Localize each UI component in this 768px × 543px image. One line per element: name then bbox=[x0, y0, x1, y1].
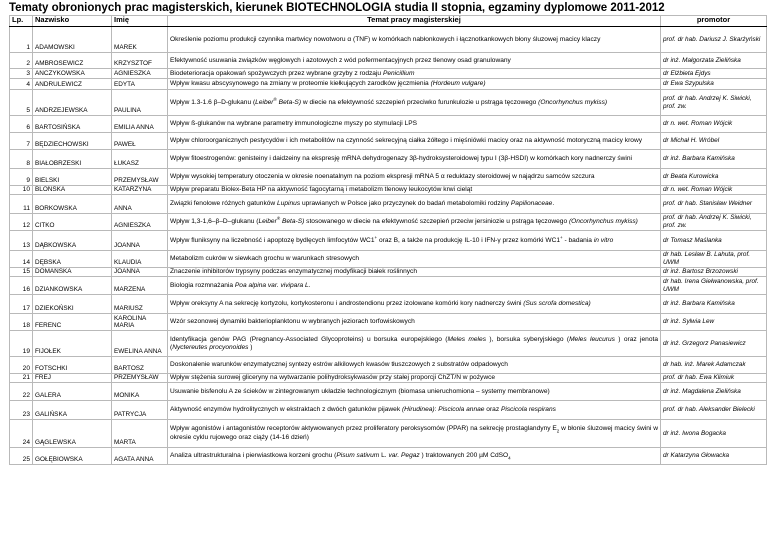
cell-lp: 15 bbox=[10, 268, 33, 277]
cell-lp: 14 bbox=[10, 251, 33, 268]
cell-imie: PRZEMYSŁAW bbox=[112, 169, 168, 186]
cell-temat: Doskonalenie warunków enzymatycznej syntezy estrów alkilowych kwasów tłuszczowych z substratów odpadowych bbox=[168, 357, 661, 374]
cell-lp: 19 bbox=[10, 331, 33, 357]
cell-temat: Wpływ wysokiej temperatury otoczenia w okresie noenatalnym na poziom ekspresji mRNA 5 α reduktazy steroidowej w najądrzu samców szczura bbox=[168, 169, 661, 186]
cell-promotor: dr Beata Kurowicka bbox=[661, 169, 767, 186]
header-temat: Temat pracy magisterskiej bbox=[168, 16, 661, 27]
cell-nazwisko: BLOŃSKA bbox=[33, 186, 112, 195]
cell-imie: KLAUDIA bbox=[112, 251, 168, 268]
table-row bbox=[10, 27, 767, 53]
cell-lp: 18 bbox=[10, 314, 33, 331]
cell-nazwisko: ANCZYKOWSKA bbox=[33, 69, 112, 79]
cell-temat: Wpływ chloroorganicznych pestycydów i ich metabolitów na czynność sekrecyjną ciałka żółtego i mięśniówki macicy oraz na aktywność motoryczną macicy krowy bbox=[168, 133, 661, 150]
cell-imie: PATRYCJA bbox=[112, 401, 168, 420]
table-row bbox=[10, 314, 767, 331]
table-row bbox=[10, 186, 767, 195]
cell-lp: 25 bbox=[10, 448, 33, 465]
cell-imie: KAROLINA MARIA bbox=[112, 314, 168, 331]
table-row bbox=[10, 53, 767, 69]
cell-promotor: dr inż. Iwona Bogacka bbox=[661, 420, 767, 448]
cell-promotor: dr Michał H. Wróbel bbox=[661, 133, 767, 150]
cell-promotor: dr Tomasz Maślanka bbox=[661, 231, 767, 251]
cell-promotor: dr inż. Małgorzata Zielińska bbox=[661, 53, 767, 69]
cell-lp: 11 bbox=[10, 195, 33, 214]
cell-promotor: dr inż. Bartosz Brzozowski bbox=[661, 268, 767, 277]
cell-temat: Wpływ oreksyny A na sekrecję kortyzolu, kortykosteronu i androstendionu przez izolowane komórki kory nadnerczy świni (Sus scrofa domestica) bbox=[168, 295, 661, 314]
header-row bbox=[10, 16, 767, 27]
cell-lp: 1 bbox=[10, 27, 33, 53]
header-nazwisko: Nazwisko bbox=[33, 16, 112, 27]
table-row bbox=[10, 383, 767, 401]
cell-promotor: dr Elżbieta Ejdys bbox=[661, 69, 767, 79]
cell-nazwisko: ANDRULEWICZ bbox=[33, 79, 112, 90]
table-row bbox=[10, 331, 767, 357]
cell-lp: 23 bbox=[10, 401, 33, 420]
cell-imie: AGNIESZKA bbox=[112, 214, 168, 231]
cell-temat: Wpływ 1.3-1.6 β–D-glukanu (Leiber® Beta-S) w diecie na efektywność szczepień przeciwko furunkulozie u pstrąga tęczowego (Oncorhynchus mykiss) bbox=[168, 90, 661, 116]
table-row bbox=[10, 150, 767, 169]
cell-temat: Znaczenie inhibitorów trypsyny podczas enzymatycznej modyfikacji białek roślinnych bbox=[168, 268, 661, 277]
cell-imie: AGATA ANNA bbox=[112, 448, 168, 465]
cell-promotor: dr Ewa Szypulska bbox=[661, 79, 767, 90]
cell-temat: Wpływ kwasu abscysynowego na zmiany w proteomie kiełkujących zarodków jęczmienia (Hordeum vulgare) bbox=[168, 79, 661, 90]
cell-imie: MARZENA bbox=[112, 277, 168, 295]
cell-lp: 21 bbox=[10, 374, 33, 383]
cell-nazwisko: BĘDZIECHOWSKI bbox=[33, 133, 112, 150]
cell-temat: Metabolizm cukrów w siewkach grochu w warunkach stresowych bbox=[168, 251, 661, 268]
cell-imie: PAWEŁ bbox=[112, 133, 168, 150]
cell-lp: 7 bbox=[10, 133, 33, 150]
cell-nazwisko: DOMAŃSKA bbox=[33, 268, 112, 277]
table-row bbox=[10, 357, 767, 374]
cell-imie: JOANNA bbox=[112, 268, 168, 277]
cell-promotor: prof. dr hab. Andrzej K. Siwicki, prof. zw. bbox=[661, 214, 767, 231]
cell-nazwisko: ADAMOWSKI bbox=[33, 27, 112, 53]
cell-imie: MARTA bbox=[112, 420, 168, 448]
cell-lp: 24 bbox=[10, 420, 33, 448]
cell-nazwisko: BORKOWSKA bbox=[33, 195, 112, 214]
cell-nazwisko: AMBROSEWICZ bbox=[33, 53, 112, 69]
cell-nazwisko: CITKO bbox=[33, 214, 112, 231]
cell-temat: Wpływ 1,3-1,6–β–D–glukanu (Leiber® Beta-S) stosowanego w diecie na efektywność szczepień przeciw jersiniozie u pstrąga tęczowego (Oncorhynchus mykiss) bbox=[168, 214, 661, 231]
cell-imie: EWELINA ANNA bbox=[112, 331, 168, 357]
cell-temat: Wpływ ß-glukanów na wybrane parametry immunologiczne myszy po stymulacji LPS bbox=[168, 116, 661, 133]
cell-lp: 4 bbox=[10, 79, 33, 90]
header-promotor: promotor bbox=[661, 16, 767, 27]
cell-imie: ŁUKASZ bbox=[112, 150, 168, 169]
cell-imie: BARTOSZ bbox=[112, 357, 168, 374]
cell-temat: Wpływ fluniksyny na liczebność i apoptozę bydlęcych limfocytów WC1+ oraz B, a także na produkcję IL-10 i IFN-γ przez komórki WC1+ - badania in vitro bbox=[168, 231, 661, 251]
cell-nazwisko: BARTOSIŃSKA bbox=[33, 116, 112, 133]
table-row bbox=[10, 295, 767, 314]
cell-promotor: dr hab. inż. Marek Adamczak bbox=[661, 357, 767, 374]
cell-lp: 22 bbox=[10, 383, 33, 401]
cell-imie: MARIUSZ bbox=[112, 295, 168, 314]
cell-imie: KRZYSZTOF bbox=[112, 53, 168, 69]
cell-nazwisko: GALIŃSKA bbox=[33, 401, 112, 420]
cell-nazwisko: FOTSCHKI bbox=[33, 357, 112, 374]
cell-lp: 12 bbox=[10, 214, 33, 231]
table-row bbox=[10, 69, 767, 79]
cell-promotor: prof. dr hab. Andrzej K. Siwicki, prof. zw. bbox=[661, 90, 767, 116]
cell-lp: 17 bbox=[10, 295, 33, 314]
cell-nazwisko: DZIEKOŃSKI bbox=[33, 295, 112, 314]
cell-temat: Biologia rozmnażania Poa alpina var. vivipara L. bbox=[168, 277, 661, 295]
cell-nazwisko: GOŁĘBIOWSKA bbox=[33, 448, 112, 465]
cell-imie: EDYTA bbox=[112, 79, 168, 90]
cell-imie: MAREK bbox=[112, 27, 168, 53]
cell-temat: Wpływ preparatu Biolex-Beta HP na aktywność fagocytarną i metabolizm tlenowy leukocytów krwi cieląt bbox=[168, 186, 661, 195]
cell-imie: ANNA bbox=[112, 195, 168, 214]
cell-nazwisko: GĄGLEWSKA bbox=[33, 420, 112, 448]
cell-promotor: dr inż. Barbara Kamińska bbox=[661, 295, 767, 314]
table-row bbox=[10, 116, 767, 133]
cell-lp: 16 bbox=[10, 277, 33, 295]
cell-imie: EMILIA ANNA bbox=[112, 116, 168, 133]
table-row bbox=[10, 448, 767, 465]
cell-lp: 2 bbox=[10, 53, 33, 69]
table-row bbox=[10, 277, 767, 295]
cell-nazwisko: ANDRZEJEWSKA bbox=[33, 90, 112, 116]
cell-nazwisko: FREJ bbox=[33, 374, 112, 383]
cell-lp: 6 bbox=[10, 116, 33, 133]
cell-promotor: dr hab. Irena Giełwanowska, prof. UWM bbox=[661, 277, 767, 295]
header-imie: Imię bbox=[112, 16, 168, 27]
theses-table bbox=[9, 15, 767, 465]
cell-lp: 10 bbox=[10, 186, 33, 195]
table-row bbox=[10, 90, 767, 116]
cell-temat: Biodeterioracja opakowań spożywczych przez wybrane grzyby z rodzaju Penicillium bbox=[168, 69, 661, 79]
cell-temat: Analiza ultrastrukturalna i pierwiastkowa korzeni grochu (Pisum sativum L. var. Pegaz ) traktowanych 200 µM CdSO$_4$ bbox=[168, 448, 661, 465]
table-body bbox=[10, 27, 767, 465]
cell-imie: PRZEMYSŁAW bbox=[112, 374, 168, 383]
cell-nazwisko: FERENC bbox=[33, 314, 112, 331]
cell-promotor: prof. dr hab. Aleksander Bielecki bbox=[661, 401, 767, 420]
table-row bbox=[10, 231, 767, 251]
cell-temat: Wpływ fitoestrogenów: genisteiny i daidzeiny na ekspresję mRNA dehydrogenazy 3β-hydroksysteroidowej typu I (3β-HSDI) w komórkach kory nadnerczy świni bbox=[168, 150, 661, 169]
cell-promotor: dr n. wet. Roman Wójcik bbox=[661, 116, 767, 133]
header-lp: Lp. bbox=[10, 16, 33, 27]
cell-temat: Wpływ agonistów i antagonistów receptorów aktywowanych przez proliferatory peroksysomów (PPAR) na sekrecję prostaglandyny $E_2$ w błonie śluzowej macicy świni w okresie cyklu rujowego oraz ciąży (14-16 dzień) bbox=[168, 420, 661, 448]
cell-imie: PAULINA bbox=[112, 90, 168, 116]
table-row bbox=[10, 401, 767, 420]
table-row bbox=[10, 214, 767, 231]
cell-temat: Aktywność enzymów hydrolitycznych w ekstraktach z dwóch gatunków pijawek (Hirudinea): Piscicola annae oraz Piscicola respirans bbox=[168, 401, 661, 420]
cell-lp: 8 bbox=[10, 150, 33, 169]
cell-nazwisko: DĄBKOWSKA bbox=[33, 231, 112, 251]
cell-nazwisko: DĘBSKA bbox=[33, 251, 112, 268]
table-row bbox=[10, 79, 767, 90]
table-row bbox=[10, 374, 767, 383]
cell-promotor: dr Katarzyna Głowacka bbox=[661, 448, 767, 465]
cell-temat: Wpływ stężenia surowej gliceryny na wytwarzanie polihydroksykwasów przy stałej proporcji ChZT/N w pożywce bbox=[168, 374, 661, 383]
cell-promotor: dr inż. Sylwia Lew bbox=[661, 314, 767, 331]
table-row bbox=[10, 268, 767, 277]
table-row bbox=[10, 169, 767, 186]
cell-imie: KATARZYNA bbox=[112, 186, 168, 195]
cell-promotor: prof. dr hab. Ewa Klimiuk bbox=[661, 374, 767, 383]
cell-lp: 5 bbox=[10, 90, 33, 116]
cell-nazwisko: DZIANKOWSKA bbox=[33, 277, 112, 295]
table-row bbox=[10, 133, 767, 150]
cell-promotor: dr hab. Lesław B. Lahuta, prof. UWM bbox=[661, 251, 767, 268]
cell-imie: JOANNA bbox=[112, 231, 168, 251]
cell-imie: MONIKA bbox=[112, 383, 168, 401]
cell-promotor: dr n. wet. Roman Wójcik bbox=[661, 186, 767, 195]
cell-promotor: dr inż. Grzegorz Panasiewicz bbox=[661, 331, 767, 357]
cell-nazwisko: GALERA bbox=[33, 383, 112, 401]
cell-nazwisko: BIELSKI bbox=[33, 169, 112, 186]
cell-temat: Usuwanie bisfenolu A ze ścieków w zintegrowanym układzie technologicznym (biomasa unieruchomiona – systemy membranowe) bbox=[168, 383, 661, 401]
table-row bbox=[10, 420, 767, 448]
table-row bbox=[10, 251, 767, 268]
cell-temat: Związki fenolowe różnych gatunków Lupinus uprawianych w Polsce jako przyczynek do badań metabolomiki rodziny Papilionaceae. bbox=[168, 195, 661, 214]
table-row bbox=[10, 195, 767, 214]
cell-promotor: dr inż. Barbara Kamińska bbox=[661, 150, 767, 169]
cell-lp: 13 bbox=[10, 231, 33, 251]
cell-temat: Identyfikacja genów PAG (Pregnancy-Associated Glycoproteins) u borsuka europejskiego (Meles meles ), borsuka syberyjskiego (Meles leucurus ) oraz jenota (Nyctereutes procyonoides ) bbox=[168, 331, 661, 357]
cell-lp: 20 bbox=[10, 357, 33, 374]
cell-nazwisko: FIJOŁEK bbox=[33, 331, 112, 357]
cell-lp: 3 bbox=[10, 69, 33, 79]
cell-imie: AGNIESZKA bbox=[112, 69, 168, 79]
cell-lp: 9 bbox=[10, 169, 33, 186]
cell-promotor: dr inż. Magdalena Zielińska bbox=[661, 383, 767, 401]
cell-promotor: prof. dr hab. Stanisław Weidner bbox=[661, 195, 767, 214]
cell-promotor: prof. dr hab. Dariusz J. Skarżyński bbox=[661, 27, 767, 53]
cell-temat: Efektywność usuwania związków węglowych i azotowych z wód pofermentacyjnych przez tlenowy osad granulowany bbox=[168, 53, 661, 69]
cell-temat: Określenie poziomu produkcji czynnika martwicy nowotworu α (TNF) w komórkach nabłonkowych i łącznotkankowych błony śluzowej macicy klaczy bbox=[168, 27, 661, 53]
cell-nazwisko: BIAŁOBRZESKI bbox=[33, 150, 112, 169]
page-title: Tematy obronionych prac magisterskich, kierunek BIOTECHNOLOGIA studia II stopnia, egzaminy dyplomowe 2011-2012 bbox=[9, 2, 665, 14]
cell-temat: Wzór sezonowej dynamiki bakterioplanktonu w wybranych jeziorach torfowiskowych bbox=[168, 314, 661, 331]
